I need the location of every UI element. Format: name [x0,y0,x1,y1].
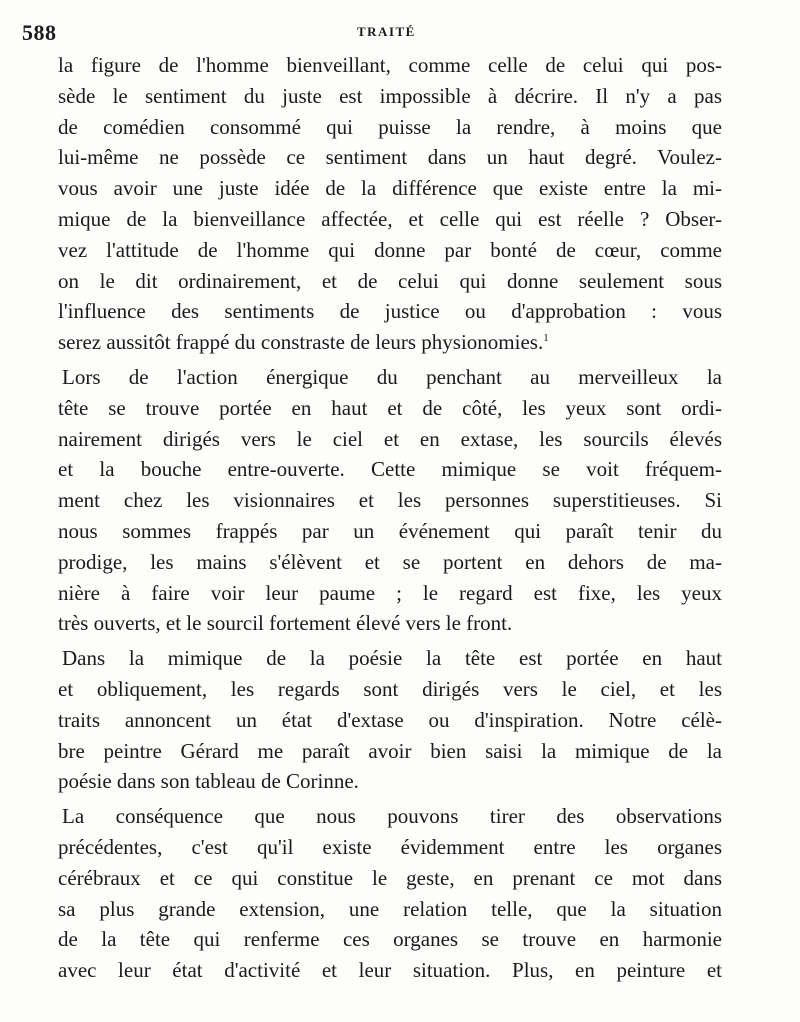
text-line: La conséquence que nous pouvons tirer des observations [62,804,722,829]
text-line: nairement dirigés vers le ciel et en extase, les sourcils élevés [58,426,722,451]
text-line: Dans la mimique de la poésie la tête est portée en haut [62,646,722,671]
text-line: nière à faire voir leur paume ; le regard est fixe, les yeux [58,580,722,605]
text-line: l'influence des sentiments de justice ou d'approbation : vous [58,299,722,324]
text-line: cérébraux et ce qui constitue le geste, en prenant ce mot dans [58,865,722,890]
paragraph-4 [58,801,722,986]
text-line-content: serez aussitôt frappé du constraste de leurs physionomies. [58,330,544,355]
body-text [58,50,722,990]
paragraph-3 [58,643,722,797]
footnote-mark: 1 [543,332,549,345]
text-line-final [58,327,722,358]
text-line: Lors de l'action énergique du penchant au merveilleux la [62,364,722,389]
text-line: sède le sentiment du juste est impossible à décrire. Il n'y a pas [58,83,722,108]
text-line: sa plus grande extension, une relation telle, que la situation [58,896,722,921]
text-line: lui-même ne possède ce sentiment dans un haut degré. Voulez- [58,145,722,170]
text-line: vez l'attitude de l'homme qui donne par bonté de cœur, comme [58,237,722,262]
text-line: nous sommes frappés par un événement qui paraît tenir du [58,518,722,543]
paragraph-2 [58,362,722,639]
text-line: on le dit ordinairement, et de celui qui donne seulement sous [58,268,722,293]
text-line: la figure de l'homme bienveillant, comme celle de celui qui pos- [58,53,722,77]
text-line: bre peintre Gérard me paraît avoir bien saisi la mimique de la [58,738,722,763]
text-line: précédentes, c'est qu'il existe évidemment entre les organes [58,834,722,859]
text-line: ment chez les visionnaires et les personnes superstitieuses. Si [58,488,722,513]
text-line: vous avoir une juste idée de la différence que existe entre la mi- [58,176,722,201]
text-line: et obliquement, les regards sont dirigés vers le ciel, et les [58,676,722,701]
running-title: TRAITÉ [357,24,416,39]
text-line: prodige, les mains s'élèvent et se portent en dehors de ma- [58,549,722,574]
text-line: de comédien consommé qui puisse la rendre, à moins que [58,114,722,139]
running-head [22,20,730,44]
page-number: 588 [22,20,57,45]
text-line: traits annoncent un état d'extase ou d'inspiration. Notre célè- [58,707,722,732]
text-line: et la bouche entre-ouverte. Cette mimique se voit fréquem- [58,457,722,482]
text-line: tête se trouve portée en haut et de côté, les yeux sont ordi- [58,395,722,420]
text-line: mique de la bienveillance affectée, et celle qui est réelle ? Obser- [58,206,722,231]
text-line: poésie dans son tableau de Corinne. [58,769,359,794]
text-line: de la tête qui renferme ces organes se trouve en harmonie [58,927,722,952]
paragraph-1 [58,50,722,358]
text-line: avec leur état d'activité et leur situation. Plus, en peinture et [58,958,722,983]
text-line: très ouverts, et le sourcil fortement élevé vers le front. [58,611,513,636]
